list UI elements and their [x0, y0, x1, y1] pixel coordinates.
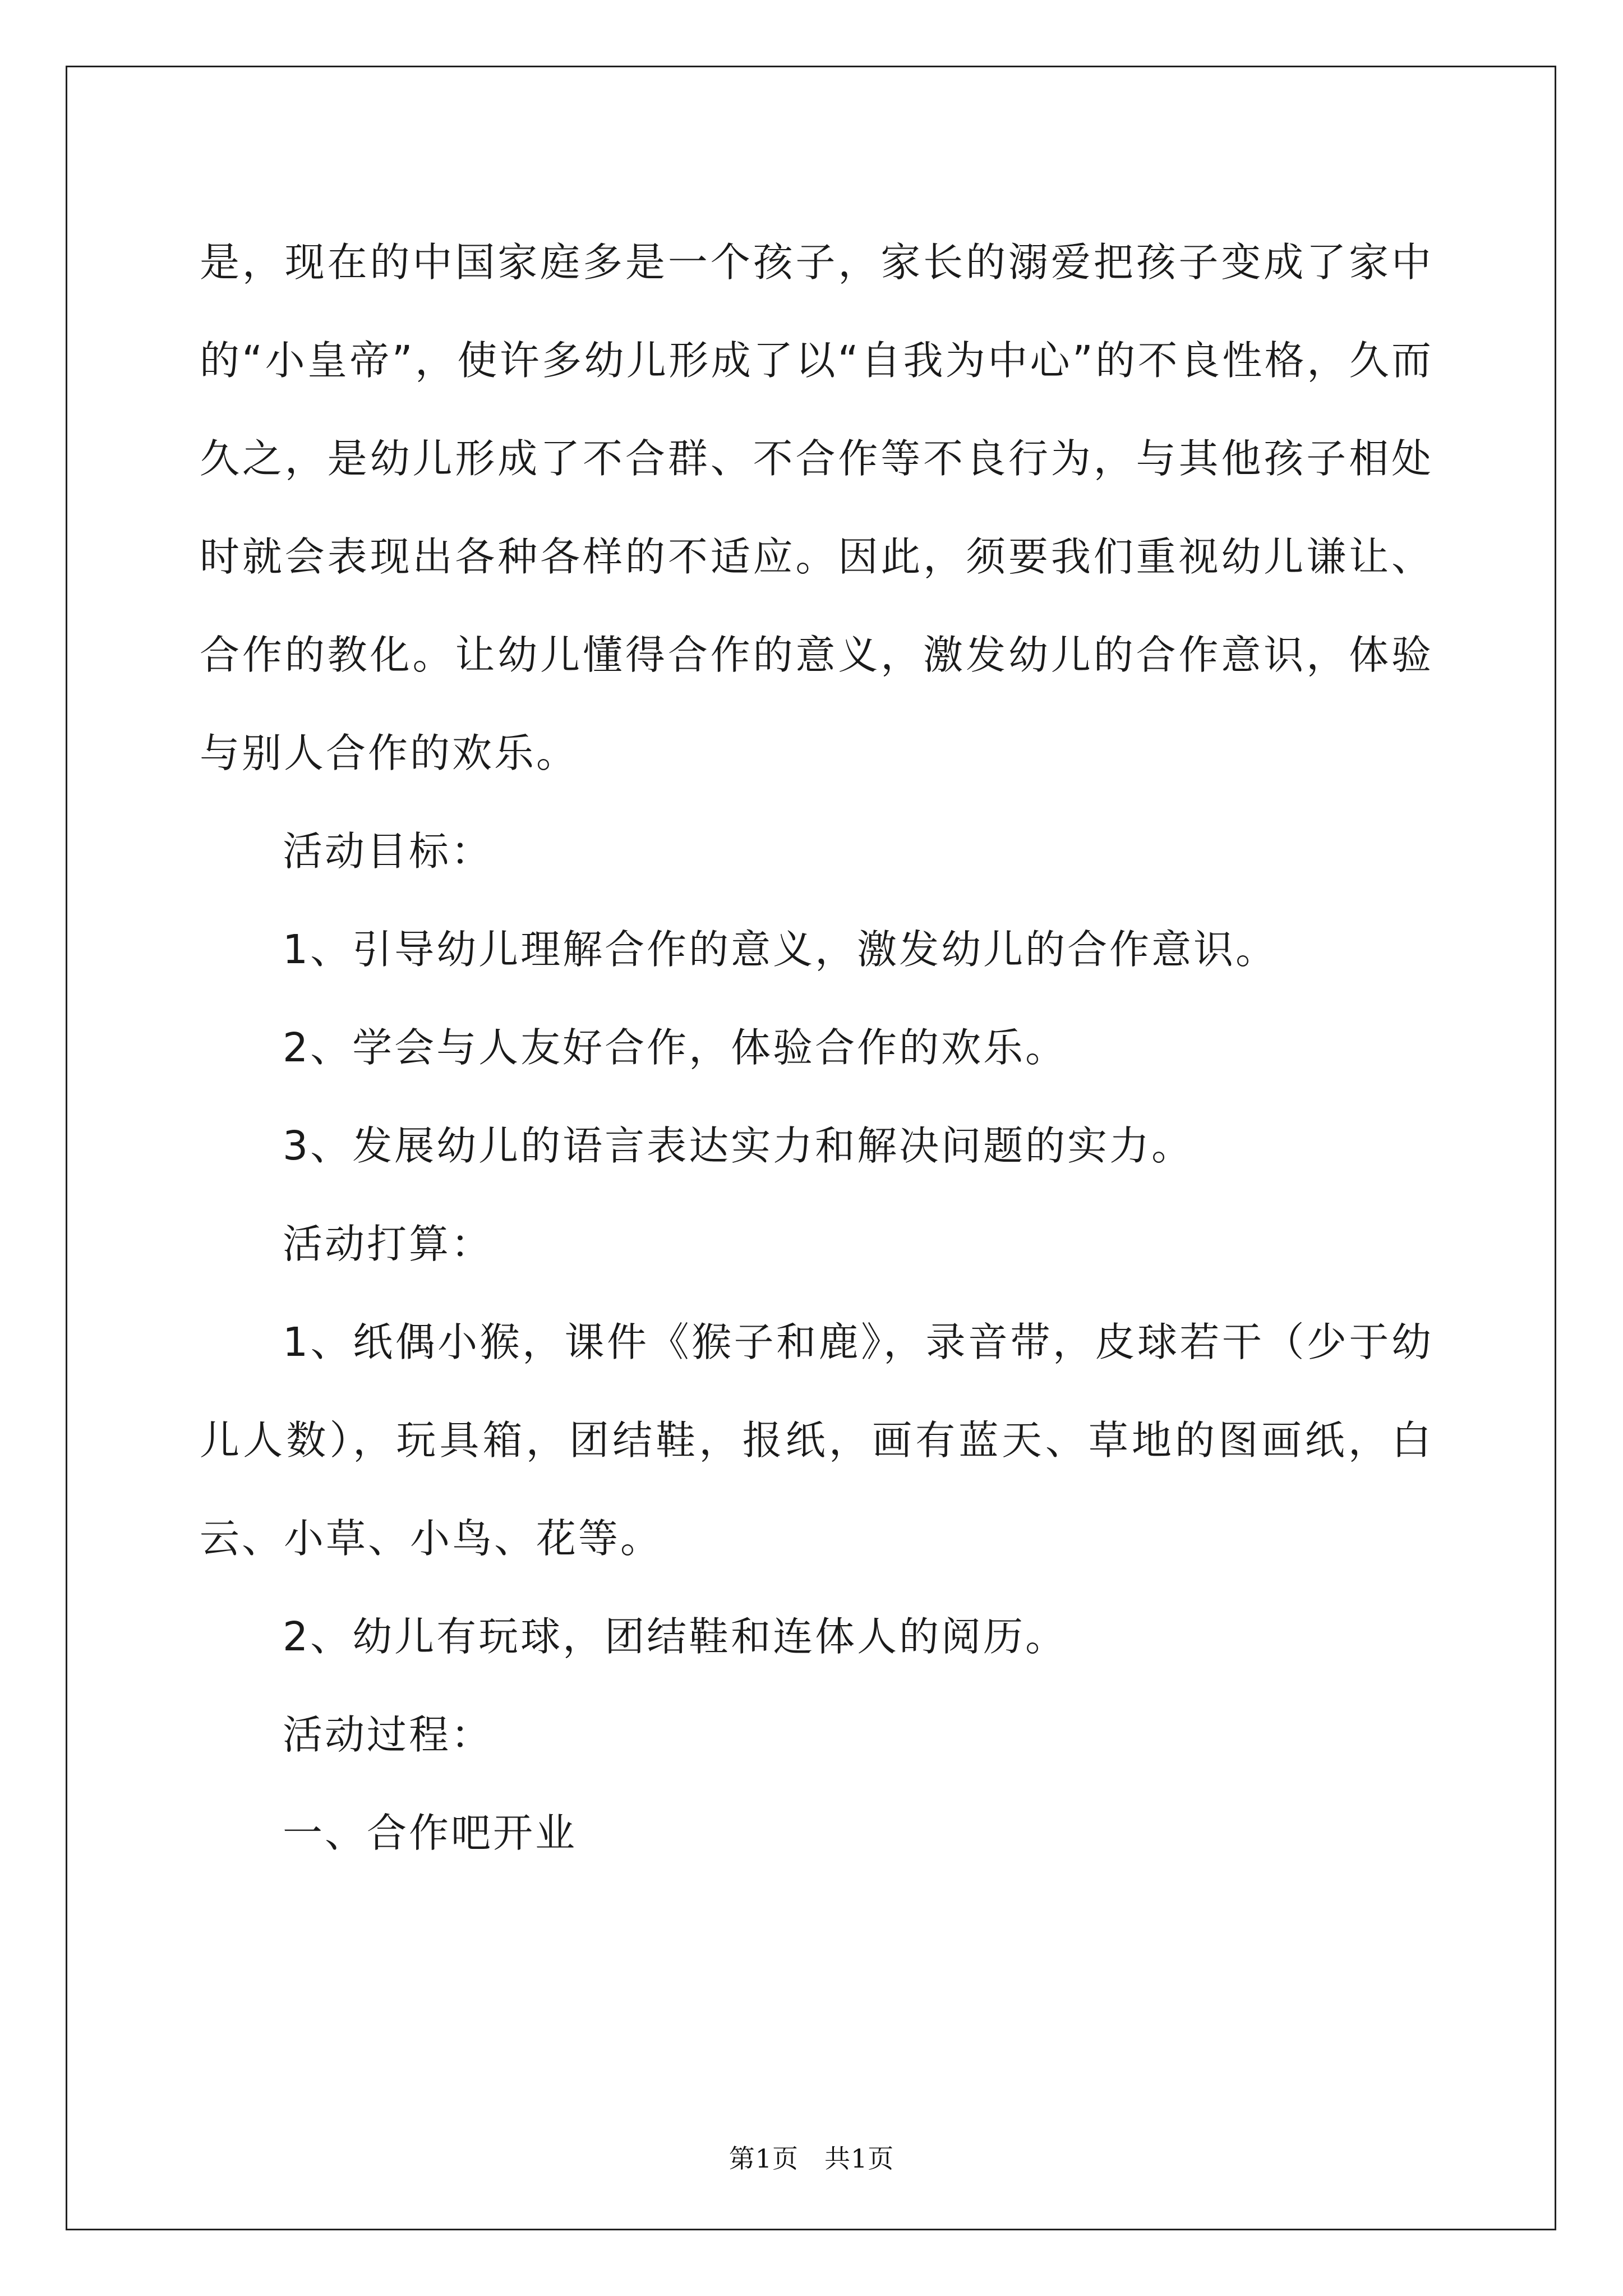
goal-item-1: 1、引导幼儿理解合作的意义，激发幼儿的合作意识。	[283, 926, 1278, 973]
paragraph-intro: 是，现在的中国家庭多是一个孩子，家长的溺爱把孩子变成了家中的“小皇帝”，使许多幼儿形成了以“自我为中心”的不良性格，久而久之，是幼儿形成了不合群、不合作等不良行为，与其他孩子相处时就会表现出各种各样的不适应。因此，须要我们重视幼儿谦让、合作的教化。让幼儿懂得合作的意义，激发幼儿的合作意识，体验与别人合作的欢乐。	[200, 239, 1433, 776]
preparation-item-2: 2、幼儿有玩球，团结鞋和连体人的阅历。	[283, 1613, 1068, 1660]
preparation-item-1: 1、纸偶小猴，课件《猴子和鹿》，录音带，皮球若干（少于幼儿人数），玩具箱，团结鞋，报纸，画有蓝天、草地的图画纸，白云、小草、小鸟、花等。	[200, 1319, 1433, 1562]
heading-activity-goals: 活动目标：	[283, 828, 494, 875]
document-body	[200, 213, 1433, 1882]
page-number: 第1页	[728, 2143, 799, 2174]
goal-item-3: 3、发展幼儿的语言表达实力和解决问题的实力。	[283, 1122, 1194, 1169]
goal-item-2: 2、学会与人友好合作，体验合作的欢乐。	[283, 1024, 1068, 1071]
page-total: 共1页	[824, 2143, 895, 2174]
process-step-1: 一、合作吧开业	[283, 1810, 578, 1856]
heading-activity-process: 活动过程：	[283, 1711, 494, 1758]
page-footer	[0, 2138, 1623, 2175]
heading-activity-preparation: 活动打算：	[283, 1221, 494, 1267]
